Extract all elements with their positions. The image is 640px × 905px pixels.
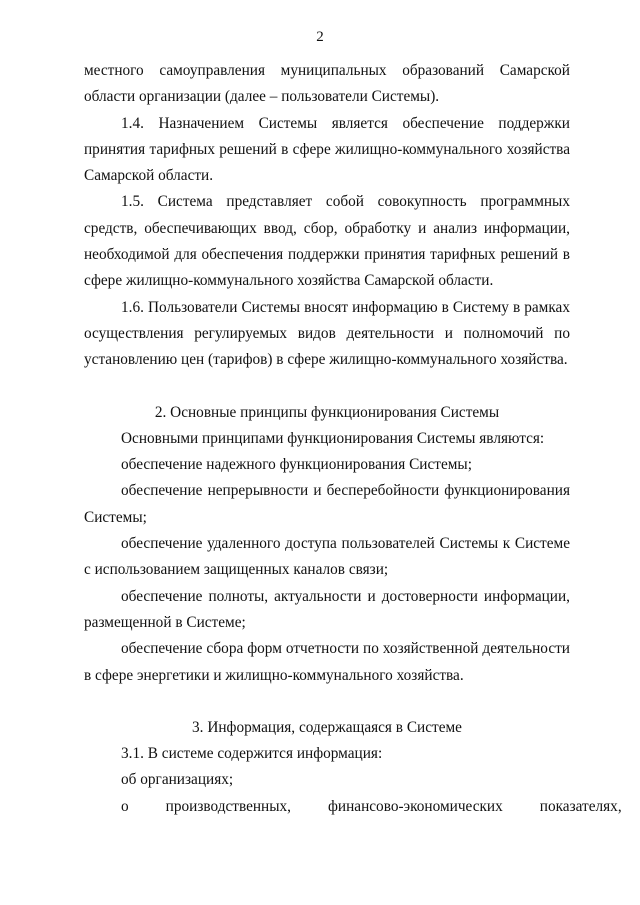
bullet-word: производственных, — [165, 797, 291, 815]
bullet-word: показателях, — [539, 797, 622, 815]
bullet-word: финансово-экономических — [328, 797, 503, 815]
paragraph-continuation: местного самоуправления муниципальных образований Самарской области организации (далее – пользователи Системы). — [84, 62, 570, 106]
paragraph-3-1: 3.1. В системе содержится информация: — [121, 745, 383, 763]
info-item-indicators — [84, 794, 622, 820]
paragraph-1-6: 1.6. Пользователи Системы вносят информацию в Систему в рамках осуществления регулируемых видов деятельности и полномочий по установлению цен (тарифов) в сфере жилищно-коммунального хозяйства. — [84, 298, 570, 369]
section-gap — [84, 374, 570, 400]
section-3-heading: 3. Информация, содержащаяся в Системе — [192, 718, 462, 736]
section-2-heading: 2. Основные принципы функционирования Системы — [154, 403, 500, 421]
principle-item: обеспечение надежного функционирования Системы; — [121, 456, 472, 474]
principle-item: обеспечение удаленного доступа пользователей Системы к Системе с использованием защищенных каналов связи; — [84, 535, 570, 579]
principle-item: обеспечение полноты, актуальности и достоверности информации, размещенной в Системе; — [84, 587, 570, 631]
info-item-organizations: об организациях; — [121, 771, 234, 789]
principle-item: обеспечение непрерывности и бесперебойности функционирования Системы; — [84, 482, 570, 526]
principle-item: обеспечение сбора форм отчетности по хозяйственной деятельности в сфере энергетики и жилищно-коммунального хозяйства. — [84, 640, 570, 684]
document-body — [84, 58, 622, 820]
bullet-marker: о — [121, 797, 129, 815]
page-number: 2 — [316, 29, 324, 45]
paragraph-1-5: 1.5. Система представляет собой совокупность программных средств, обеспечивающих ввод, сбор, обработку и анализ информации, необходимой для обеспечения поддержки принятия тарифных решений в сфере жилищно-коммунального хозяйства Самарской области. — [84, 193, 570, 290]
section-gap — [84, 689, 570, 715]
section-2-intro: Основными принципами функционирования Системы являются: — [121, 429, 545, 447]
paragraph-1-4: 1.4. Назначением Системы является обеспечение поддержки принятия тарифных решений в сфере жилищно-коммунального хозяйства Самарской области. — [84, 114, 570, 185]
